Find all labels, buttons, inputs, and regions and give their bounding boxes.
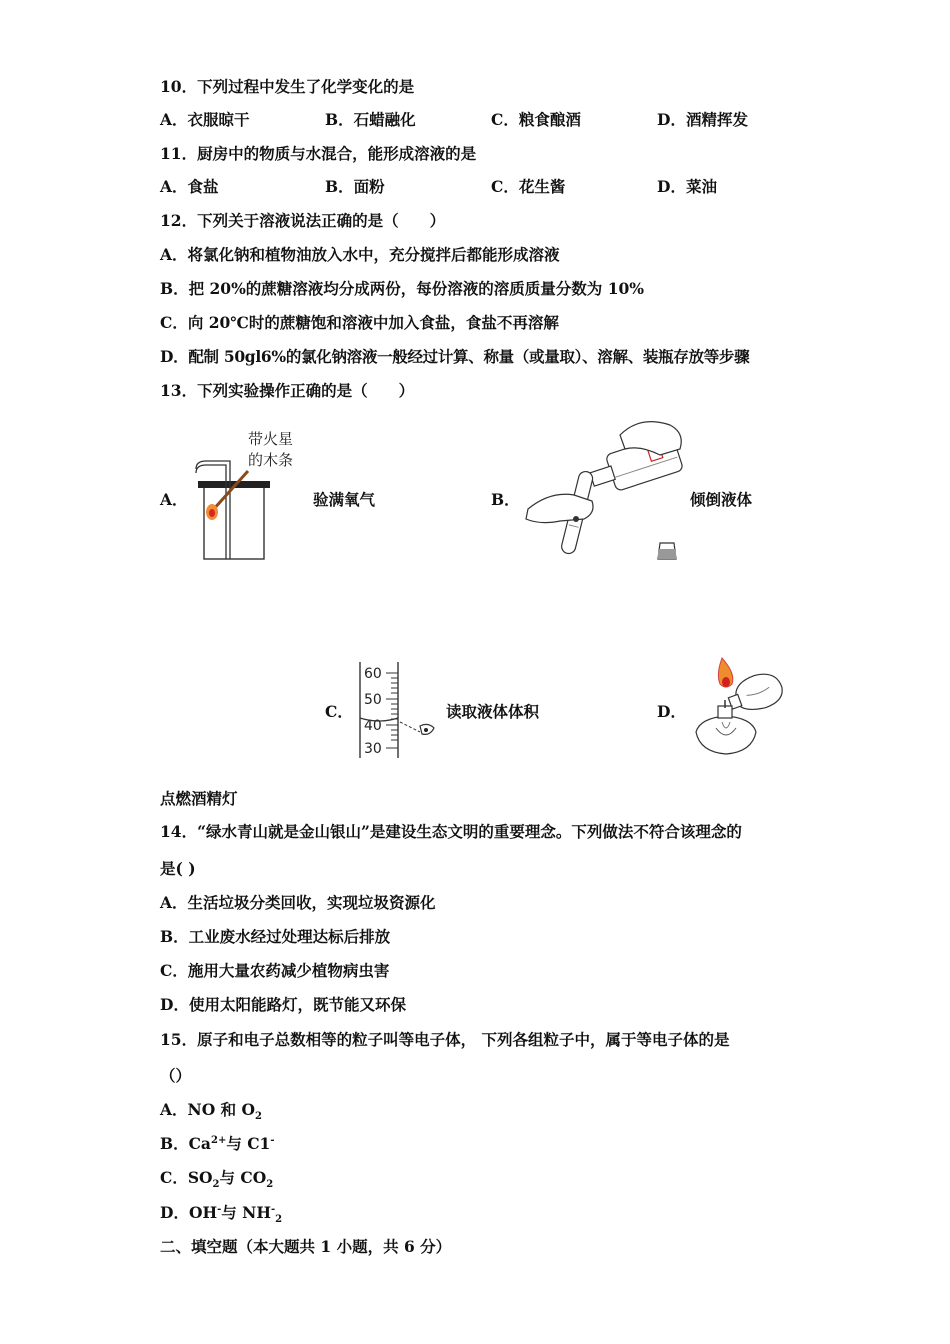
q15-option-c: C．$SO_2$与 $CO_2$	[160, 1168, 274, 1191]
q12-stem: 12．下列关于溶液说法正确的是（ ）	[160, 211, 446, 230]
q12-option-b: B．把 20%的蔗糖溶液均分成两份，每份溶液的溶质质量分数为 10%	[160, 279, 644, 298]
q13-option-a-caption: 验满氧气	[313, 490, 376, 509]
alcohol-lamp-figure	[686, 652, 786, 762]
q11-option-b: B．面粉	[325, 177, 385, 196]
q15-option-a: A．NO 和 $O_2$	[160, 1100, 262, 1123]
q13-option-a-letter: A．	[160, 490, 188, 509]
graduated-cylinder-figure	[356, 660, 446, 760]
cylinder-tick-60: 60	[364, 666, 382, 682]
q15-stem-line2: （）	[160, 1066, 192, 1085]
q14-option-a: A．生活垃圾分类回收，实现垃圾资源化	[160, 893, 436, 912]
q13-option-b-caption: 倾倒液体	[690, 490, 753, 509]
q14-stem-line1: 14．“绿水青山就是金山银山”是建设生态文明的重要理念。下列做法不符合该理念的	[160, 822, 742, 841]
q14-option-d: D．使用太阳能路灯，既节能又环保	[160, 995, 406, 1014]
q10-stem: 10．下列过程中发生了化学变化的是	[160, 77, 415, 96]
q15-stem-line1: 15．原子和电子总数相等的粒子叫等电子体， 下列各组粒子中，属于等电子体的是	[160, 1030, 730, 1049]
oxygen-bottle-figure	[190, 425, 310, 565]
q11-option-a: A．食盐	[160, 177, 219, 196]
splint-label-line1: 带火星	[248, 430, 294, 448]
q15-option-b: B．$Ca^{2+}$与 C1-	[160, 1134, 275, 1153]
cylinder-tick-30: 30	[364, 741, 382, 757]
cylinder-tick-40: 40	[364, 718, 382, 734]
q14-option-c: C．施用大量农药减少植物病虫害	[160, 961, 390, 980]
q10-option-b: B．石蜡融化	[325, 110, 416, 129]
q12-option-a: A．将氯化钠和植物油放入水中，充分搅拌后都能形成溶液	[160, 245, 560, 264]
q13-option-b-letter: B．	[491, 490, 520, 509]
splint-label-line2: 的木条	[248, 451, 294, 469]
q10-option-a: A．衣服晾干	[160, 110, 250, 129]
q13-option-c-letter: C．	[325, 702, 353, 721]
q14-option-b: B．工业废水经过处理达标后排放	[160, 927, 391, 946]
q11-option-c: C．花生酱	[491, 177, 566, 196]
q12-option-c: C．向 20℃时的蔗糖饱和溶液中加入食盐，食盐不再溶解	[160, 313, 559, 332]
q13-option-d-letter: D．	[657, 702, 686, 721]
q11-option-d: D．菜油	[657, 177, 717, 196]
q10-option-c: C．粮食酿酒	[491, 110, 581, 129]
q14-stem-line2: 是( )	[160, 859, 196, 878]
q12-option-d: D．配制 50gl6%的氯化钠溶液一般经过计算、称量（或量取）、溶解、装瓶存放等步骤	[160, 347, 750, 366]
pouring-liquid-figure	[520, 415, 690, 565]
q10-option-d: D．酒精挥发	[657, 110, 748, 129]
section-2-title: 二、填空题（本大题共 1 小题，共 6 分）	[160, 1237, 452, 1256]
q13-option-c-caption: 读取液体体积	[446, 702, 540, 721]
q13-stem: 13．下列实验操作正确的是（ ）	[160, 381, 415, 400]
q15-option-d: D．OH-与 $NH^-_2$	[160, 1203, 283, 1226]
q11-stem: 11．厨房中的物质与水混合，能形成溶液的是	[160, 144, 477, 163]
q13-option-d-caption: 点燃酒精灯	[160, 789, 238, 808]
cylinder-tick-50: 50	[364, 692, 382, 708]
